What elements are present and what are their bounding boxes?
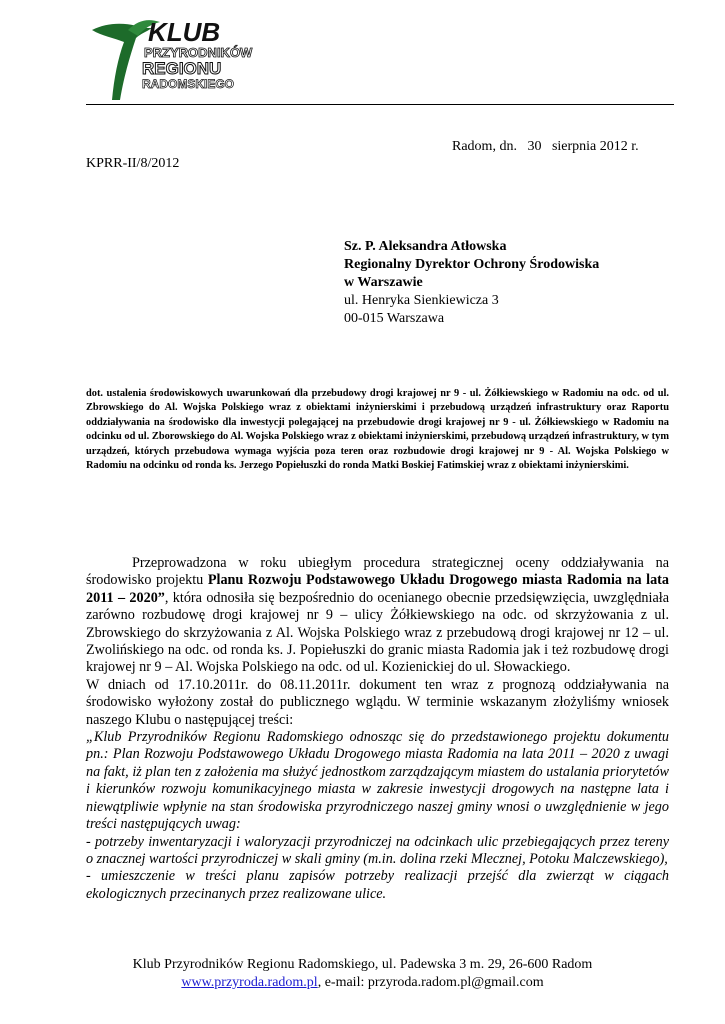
recipient-name: Sz. P. Aleksandra Atłowska: [344, 239, 507, 254]
body-paragraph-1-end: , która odnosiła się bezpośrednio do ocenianego obecnie przedsięwzięcia, uwzględniała zarówno rozbudowę drogi krajowej nr 9 – ulicy Żółkiewskiego na odc. od skrzyżowania z ul. Zbrowskiego do skrzyżowania z Al. Wojska Polskiego wraz z przebudową drogi krajowej nr 12 – ul. Zwolińskiego na odc. od ronda ks. J. Popiełuszki do granic miasta Radomia jak i też rozbudowę drogi krajowej nr 9 – Al. Wojska Polskiego na odc. od ul. Kozienickiej do ul. Słowackiego.: [86, 589, 670, 676]
letter-body: [86, 555, 669, 903]
subject-text: dot. ustalenia środowiskowych uwarunkowań dla przebudowy drogi krajowej nr 9 - ul. Żółkiewskiego w Radomiu na odc. od ul. Zbrowskiego do Al. Wojska Polskiego wraz z obiektami inżynierskimi i przebudową urządzeń infrastruktury oraz Raportu oddziaływania na środowisko dla inwestycji polegającej na przebudowie drogi krajowej nr 9 - ul. Żółkiewskiego w Radomiu na odcinku od ul. Zborowskiego do Al. Wojska Polskiego wraz z obiektami inżynierskimi, przebudową urządzeń infrastruktury, w tym urządzeń, których przebudowa wymaga wyjścia poza teren oraz rozbudowie drogi krajowej nr 9 - Al. Wojska Polskiego w Radomiu na odcinku od ronda ks. Jerzego Popiełuszki do ronda Matki Boskiej Fatimskiej wraz z obiektami inżynierskimi.: [86, 388, 669, 472]
recipient-city: w Warszawie: [344, 275, 423, 290]
reference-number: KPRR-II/8/2012: [86, 156, 180, 171]
footer-address: Klub Przyrodników Regionu Radomskiego, ul. Padewska 3 m. 29, 26-600 Radom: [132, 957, 593, 972]
body-paragraph-1: [86, 555, 669, 677]
website-link[interactable]: www.przyroda.radom.pl: [181, 975, 318, 990]
logo-word-przyrodnikow: PRZYRODNIKÓW: [144, 45, 253, 60]
club-logo-graphic: [86, 16, 276, 102]
footer-contact: [0, 974, 725, 992]
quoted-request: „Klub Przyrodników Regionu Radomskiego odnosząc się do przedstawionego projektu dokumentu pn.: Plan Rozwoju Podstawowego Układu Drogowego miasta Radomia na lata 2011 – 2020 z uwagi na fakt, iż plan ten z założenia ma służyć jednostkom zarządzającym miastem do ustalania priorytetów i kierunków rozwoju komunikacyjnego miasta w zakresie inwestycji drogowych na następne lata i niewątpliwie wpłynie na stan środowiska przyrodniczego naszej gminy wnosi o uwzględnienie w jego treści następujących uwag:: [86, 729, 669, 833]
letter-date: Radom, dn. 30 sierpnia 2012 r.: [452, 139, 639, 154]
letter-footer: [0, 956, 725, 992]
logo-word-klub: KLUB: [148, 17, 221, 47]
body-paragraph-2: W dniach od 17.10.2011r. do 08.11.2011r. dokument ten wraz z prognozą oddziaływania na środowisko wyłożony został do publicznego wglądu. W terminie wskazanym złożyliśmy wniosek naszego Klubu o następującej treści:: [86, 676, 669, 728]
plan-title: Planu Rozwoju Podstawowego Układu Drogowego miasta Radomia na lata 2011 – 2020”: [86, 572, 669, 606]
logo-word-radomskiego: RADOMSKIEGO: [142, 77, 235, 91]
header-divider: [86, 104, 674, 105]
recipient-street: ul. Henryka Sienkiewicza 3: [344, 293, 499, 308]
footer-email: , e-mail: przyroda.radom.pl@gmail.com: [317, 975, 544, 990]
recipient-postcode: 00-015 Warszawa: [344, 311, 445, 326]
recipient-title: Regionalny Dyrektor Ochrony Środowiska: [344, 257, 600, 272]
club-logo: [86, 16, 276, 102]
body-paragraph-1-start: Przeprowadzona w roku ubiegłym procedura strategicznej oceny oddziaływania na środowisko projektu: [86, 555, 669, 589]
request-bullet-1: - potrzeby inwentaryzacji i waloryzacji przyrodniczej na odcinkach ulic przebiegających przez tereny o znacznej wartości przyrodniczej w skali gminy (m.in. dolina rzeki Mlecznej, Potoku Malczewskiego),: [86, 833, 669, 867]
logo-word-regionu: REGIONU: [142, 59, 222, 78]
subject-block: [86, 387, 669, 473]
recipient-block: [344, 238, 599, 328]
request-bullet-2: - umieszczenie w treści planu zapisów potrzeby realizacji przejść dla zwierząt w ciągach ekologicznych przecinanych przez realizowane ulice.: [86, 868, 669, 902]
